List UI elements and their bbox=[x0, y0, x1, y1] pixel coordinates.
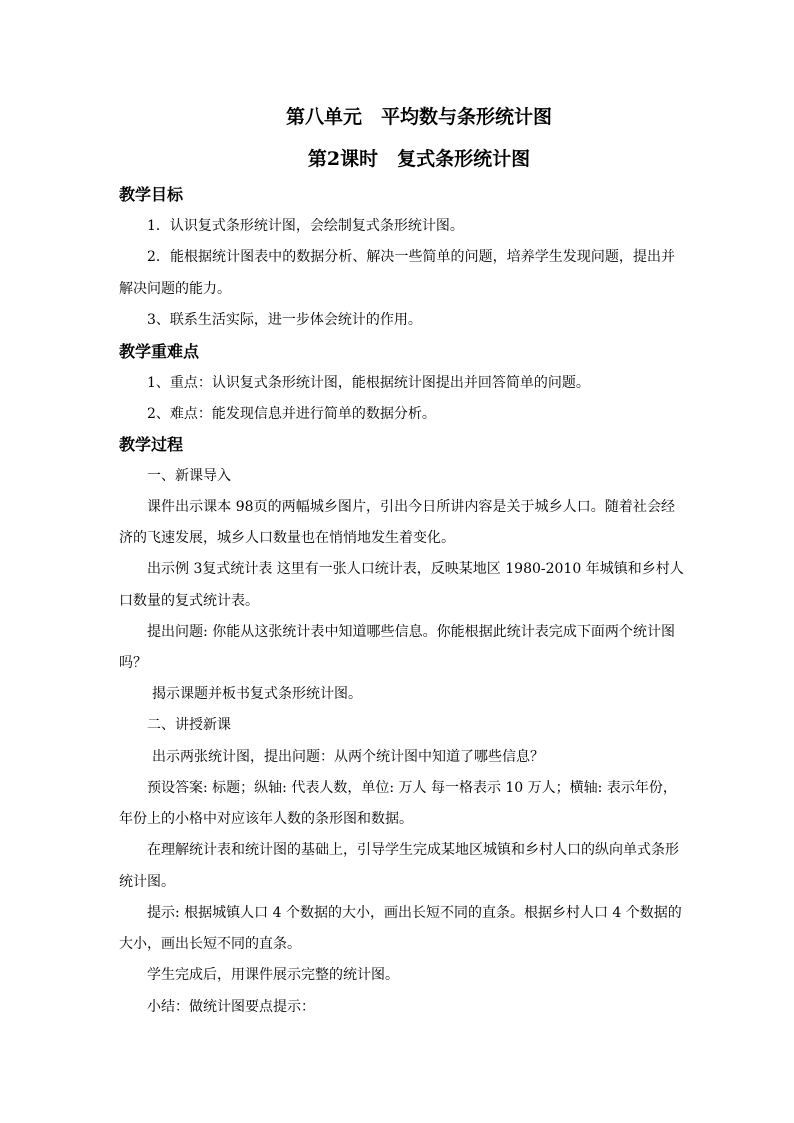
process-line: 吗？ bbox=[119, 655, 147, 671]
keypoint-item-2: 2、难点：能发现信息并进行简单的数据分析。 bbox=[147, 406, 436, 422]
process-line: 一、新课导入 bbox=[147, 468, 231, 484]
process-line: 口数量的复式统计表。 bbox=[119, 593, 259, 609]
lesson-title: 第2课时 复式条形统计图 bbox=[307, 148, 531, 170]
keypoints-heading: 教学重难点 bbox=[119, 342, 200, 361]
process-line: 学生完成后，用课件展示完整的统计图。 bbox=[147, 967, 399, 983]
unit-title: 第八单元 平均数与条形统计图 bbox=[285, 106, 552, 128]
process-line: 提示: 根据城镇人口 4 个数据的大小，画出长短不同的直条。根据乡村人口 4 个数据的 bbox=[147, 905, 682, 921]
process-line: 预设答案: 标题；纵轴: 代表人数，单位: 万人 每一格表示 10 万人；横轴: 表示年份， bbox=[147, 780, 677, 796]
process-line: 提出问题: 你能从这张统计表中知道哪些信息。你能根据此统计表完成下面两个统计图 bbox=[147, 624, 675, 640]
goal-item-1: 1．认识复式条形统计图，会绘制复式条形统计图。 bbox=[147, 218, 464, 234]
goal-item-2-cont: 解决问题的能力。 bbox=[119, 281, 231, 297]
process-line: 揭示课题并板书复式条形统计图。 bbox=[152, 686, 362, 702]
process-line: 济的飞速发展，城乡人口数量也在悄悄地发生着变化。 bbox=[119, 530, 455, 546]
goals-heading: 教学目标 bbox=[119, 185, 184, 204]
process-line: 课件出示课本 98页的两幅城乡图片，引出今日所讲内容是关于城乡人口。随着社会经 bbox=[147, 499, 675, 515]
process-line: 统计图。 bbox=[119, 874, 175, 890]
process-heading: 教学过程 bbox=[119, 435, 184, 454]
process-line: 年份上的小格中对应该年人数的条形图和数据。 bbox=[119, 811, 413, 827]
process-line: 在理解统计表和统计图的基础上，引导学生完成某地区城镇和乡村人口的纵向单式条形 bbox=[147, 842, 679, 858]
goal-item-2: 2．能根据统计图表中的数据分析、解决一些简单的问题，培养学生发现问题，提出并 bbox=[147, 249, 675, 265]
goal-item-3: 3、联系生活实际，进一步体会统计的作用。 bbox=[147, 312, 422, 328]
keypoint-item-1: 1、重点：认识复式条形统计图，能根据统计图提出并回答简单的问题。 bbox=[147, 375, 590, 391]
process-line: 小结：做统计图要点提示： bbox=[147, 999, 315, 1015]
process-line: 出示两张统计图，提出问题：从两个统计图中知道了哪些信息？ bbox=[152, 749, 544, 765]
process-line: 大小，画出长短不同的直条。 bbox=[119, 936, 301, 952]
process-line: 二、讲授新课 bbox=[147, 717, 231, 733]
process-line: 出示例 3复式统计表 这里有一张人口统计表，反映某地区 1980-2010 年城镇和乡村人 bbox=[147, 561, 684, 577]
